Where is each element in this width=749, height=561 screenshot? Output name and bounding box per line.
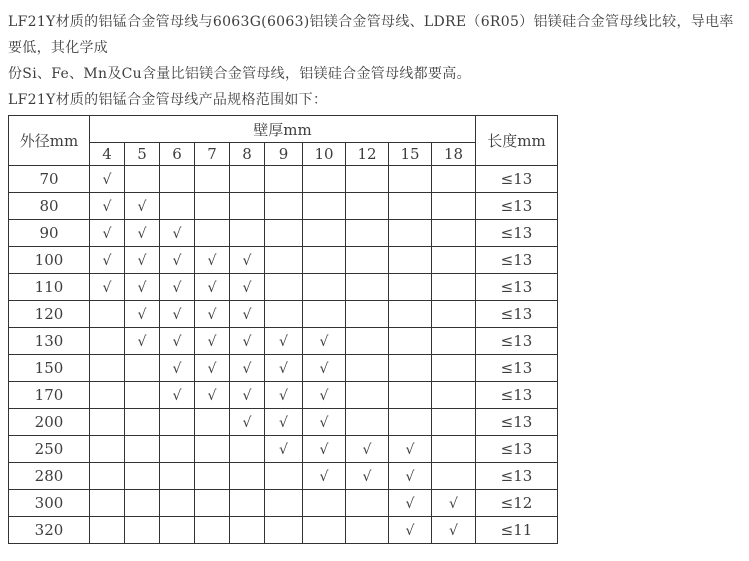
outer-diameter-header: 外径mm [9, 116, 90, 166]
thickness-value-header: 15 [389, 143, 432, 166]
length-cell: ≤11 [476, 517, 558, 544]
thickness-check-cell [90, 274, 125, 301]
thickness-check-cell [125, 220, 160, 247]
thickness-check-cell [303, 382, 346, 409]
thickness-empty-cell [125, 490, 160, 517]
thickness-check-cell [125, 193, 160, 220]
thickness-check-cell [265, 409, 303, 436]
thickness-empty-cell [303, 247, 346, 274]
thickness-empty-cell [195, 463, 230, 490]
thickness-empty-cell [125, 382, 160, 409]
thickness-empty-cell [389, 355, 432, 382]
check-mark: √ [207, 253, 217, 269]
check-mark: √ [207, 280, 217, 296]
thickness-empty-cell [346, 247, 389, 274]
thickness-value-header: 12 [346, 143, 389, 166]
check-mark: √ [279, 334, 288, 350]
spec-row [9, 355, 558, 382]
spec-row [9, 301, 558, 328]
spec-row [9, 166, 558, 193]
length-cell: ≤13 [476, 409, 558, 436]
thickness-empty-cell [160, 490, 195, 517]
check-mark: √ [405, 523, 415, 539]
outer-diameter-cell: 110 [9, 274, 90, 301]
thickness-empty-cell [346, 382, 389, 409]
length-cell: ≤13 [476, 355, 558, 382]
check-mark: √ [137, 253, 147, 269]
thickness-empty-cell [432, 328, 476, 355]
thickness-empty-cell [265, 166, 303, 193]
thickness-check-cell [432, 517, 476, 544]
thickness-empty-cell [125, 355, 160, 382]
thickness-check-cell [160, 355, 195, 382]
thickness-empty-cell [432, 436, 476, 463]
thickness-empty-cell [195, 193, 230, 220]
thickness-check-cell [265, 355, 303, 382]
spec-row [9, 193, 558, 220]
thickness-check-cell [230, 409, 265, 436]
outer-diameter-cell: 90 [9, 220, 90, 247]
thickness-empty-cell [389, 166, 432, 193]
thickness-values-row [9, 143, 558, 166]
thickness-empty-cell [230, 220, 265, 247]
length-cell: ≤13 [476, 382, 558, 409]
spec-intro-line: LF21Y材质的铝锰合金管母线产品规格范围如下： [8, 92, 328, 108]
thickness-check-cell [389, 517, 432, 544]
thickness-empty-cell [160, 193, 195, 220]
thickness-check-cell [346, 463, 389, 490]
thickness-empty-cell [389, 301, 432, 328]
thickness-empty-cell [195, 490, 230, 517]
thickness-empty-cell [90, 355, 125, 382]
thickness-check-cell [90, 247, 125, 274]
thickness-empty-cell [160, 409, 195, 436]
check-mark: √ [319, 388, 329, 404]
thickness-empty-cell [346, 490, 389, 517]
length-cell: ≤13 [476, 193, 558, 220]
outer-diameter-cell: 100 [9, 247, 90, 274]
thickness-empty-cell [346, 301, 389, 328]
check-mark: √ [449, 496, 458, 512]
thickness-empty-cell [303, 301, 346, 328]
check-mark: √ [242, 415, 252, 431]
thickness-check-cell [90, 166, 125, 193]
thickness-check-cell [230, 301, 265, 328]
thickness-check-cell [432, 490, 476, 517]
thickness-empty-cell [160, 517, 195, 544]
check-mark: √ [172, 226, 182, 242]
thickness-check-cell [160, 247, 195, 274]
thickness-empty-cell [160, 463, 195, 490]
thickness-value-header: 6 [160, 143, 195, 166]
thickness-empty-cell [346, 328, 389, 355]
check-mark: √ [279, 415, 288, 431]
check-mark: √ [242, 334, 252, 350]
thickness-empty-cell [432, 220, 476, 247]
thickness-empty-cell [160, 166, 195, 193]
check-mark: √ [102, 253, 112, 269]
thickness-empty-cell [346, 166, 389, 193]
length-cell: ≤13 [476, 463, 558, 490]
spec-row [9, 247, 558, 274]
intro-line-1: LF21Y材质的铝锰合金管母线与6063G(6063)铝镁合金管母线、LDRE（6R05）铝镁硅合金管母线比较，导电率要低，其化学成 [8, 14, 734, 56]
thickness-empty-cell [265, 490, 303, 517]
length-cell: ≤13 [476, 328, 558, 355]
thickness-empty-cell [90, 517, 125, 544]
thickness-empty-cell [303, 274, 346, 301]
thickness-check-cell [195, 355, 230, 382]
thickness-empty-cell [125, 436, 160, 463]
thickness-empty-cell [346, 220, 389, 247]
thickness-check-cell [125, 328, 160, 355]
thickness-empty-cell [389, 274, 432, 301]
check-mark: √ [137, 280, 147, 296]
thickness-empty-cell [90, 382, 125, 409]
thickness-empty-cell [195, 517, 230, 544]
thickness-empty-cell [90, 409, 125, 436]
length-cell: ≤13 [476, 436, 558, 463]
spec-row [9, 490, 558, 517]
thickness-check-cell [303, 463, 346, 490]
check-mark: √ [319, 442, 329, 458]
thickness-check-cell [160, 328, 195, 355]
thickness-check-cell [303, 409, 346, 436]
thickness-empty-cell [303, 166, 346, 193]
check-mark: √ [207, 307, 217, 323]
thickness-check-cell [230, 247, 265, 274]
spec-row [9, 220, 558, 247]
thickness-empty-cell [265, 220, 303, 247]
thickness-check-cell [346, 436, 389, 463]
outer-diameter-cell: 120 [9, 301, 90, 328]
thickness-empty-cell [432, 193, 476, 220]
thickness-check-cell [160, 274, 195, 301]
thickness-empty-cell [195, 436, 230, 463]
thickness-check-cell [195, 274, 230, 301]
thickness-empty-cell [265, 301, 303, 328]
length-cell: ≤13 [476, 247, 558, 274]
wall-thickness-header: 壁厚mm [90, 116, 476, 143]
length-cell: ≤13 [476, 274, 558, 301]
thickness-value-header: 4 [90, 143, 125, 166]
thickness-empty-cell [90, 328, 125, 355]
thickness-empty-cell [265, 274, 303, 301]
outer-diameter-cell: 250 [9, 436, 90, 463]
check-mark: √ [362, 469, 372, 485]
thickness-check-cell [303, 436, 346, 463]
check-mark: √ [405, 442, 415, 458]
thickness-empty-cell [432, 355, 476, 382]
thickness-empty-cell [265, 517, 303, 544]
thickness-check-cell [195, 247, 230, 274]
check-mark: √ [405, 496, 415, 512]
length-cell: ≤13 [476, 220, 558, 247]
check-mark: √ [279, 388, 288, 404]
outer-diameter-cell: 130 [9, 328, 90, 355]
check-mark: √ [172, 253, 182, 269]
thickness-empty-cell [346, 193, 389, 220]
check-mark: √ [319, 469, 329, 485]
thickness-check-cell [265, 382, 303, 409]
outer-diameter-cell: 170 [9, 382, 90, 409]
thickness-empty-cell [125, 166, 160, 193]
check-mark: √ [319, 334, 329, 350]
thickness-check-cell [195, 301, 230, 328]
thickness-empty-cell [230, 436, 265, 463]
intro-line-2: 份Si、Fe、Mn及Cu含量比铝镁合金管母线，铝镁硅合金管母线都要高。 [8, 66, 471, 82]
check-mark: √ [137, 226, 147, 242]
thickness-empty-cell [195, 409, 230, 436]
thickness-value-header: 7 [195, 143, 230, 166]
check-mark: √ [279, 361, 288, 377]
thickness-check-cell [389, 490, 432, 517]
length-cell: ≤12 [476, 490, 558, 517]
outer-diameter-cell: 150 [9, 355, 90, 382]
thickness-check-cell [90, 193, 125, 220]
thickness-empty-cell [265, 463, 303, 490]
thickness-empty-cell [432, 166, 476, 193]
intro-paragraph [8, 9, 743, 87]
thickness-empty-cell [432, 247, 476, 274]
thickness-empty-cell [230, 517, 265, 544]
thickness-empty-cell [346, 355, 389, 382]
thickness-empty-cell [432, 301, 476, 328]
thickness-empty-cell [346, 517, 389, 544]
check-mark: √ [405, 469, 415, 485]
thickness-empty-cell [90, 436, 125, 463]
thickness-value-header: 8 [230, 143, 265, 166]
thickness-empty-cell [432, 409, 476, 436]
thickness-empty-cell [346, 274, 389, 301]
check-mark: √ [242, 307, 252, 323]
outer-diameter-cell: 200 [9, 409, 90, 436]
thickness-empty-cell [160, 436, 195, 463]
length-cell: ≤13 [476, 166, 558, 193]
check-mark: √ [137, 307, 147, 323]
thickness-check-cell [125, 247, 160, 274]
check-mark: √ [102, 172, 112, 188]
thickness-empty-cell [265, 247, 303, 274]
thickness-check-cell [125, 274, 160, 301]
length-header: 长度mm [476, 116, 558, 166]
thickness-check-cell [195, 328, 230, 355]
outer-diameter-cell: 280 [9, 463, 90, 490]
thickness-empty-cell [303, 220, 346, 247]
check-mark: √ [207, 334, 217, 350]
check-mark: √ [102, 199, 112, 215]
thickness-empty-cell [125, 517, 160, 544]
check-mark: √ [172, 307, 182, 323]
check-mark: √ [172, 361, 182, 377]
thickness-check-cell [230, 328, 265, 355]
outer-diameter-cell: 320 [9, 517, 90, 544]
check-mark: √ [242, 253, 252, 269]
check-mark: √ [207, 388, 217, 404]
table-header-row [9, 116, 558, 143]
thickness-empty-cell [195, 220, 230, 247]
thickness-empty-cell [389, 247, 432, 274]
spec-table [8, 115, 558, 544]
thickness-check-cell [160, 301, 195, 328]
thickness-check-cell [160, 220, 195, 247]
thickness-check-cell [303, 355, 346, 382]
check-mark: √ [319, 361, 329, 377]
spec-table-body [9, 166, 558, 544]
thickness-check-cell [160, 382, 195, 409]
spec-row [9, 328, 558, 355]
thickness-empty-cell [90, 301, 125, 328]
thickness-check-cell [389, 463, 432, 490]
thickness-empty-cell [389, 382, 432, 409]
thickness-empty-cell [125, 463, 160, 490]
thickness-empty-cell [432, 463, 476, 490]
thickness-check-cell [125, 301, 160, 328]
thickness-empty-cell [230, 463, 265, 490]
check-mark: √ [207, 361, 217, 377]
check-mark: √ [279, 442, 288, 458]
check-mark: √ [102, 280, 112, 296]
check-mark: √ [242, 280, 252, 296]
thickness-empty-cell [432, 274, 476, 301]
spec-row [9, 274, 558, 301]
thickness-empty-cell [303, 517, 346, 544]
thickness-empty-cell [389, 220, 432, 247]
thickness-empty-cell [125, 409, 160, 436]
thickness-empty-cell [90, 490, 125, 517]
thickness-check-cell [303, 328, 346, 355]
thickness-value-header: 18 [432, 143, 476, 166]
thickness-empty-cell [303, 490, 346, 517]
spec-row [9, 517, 558, 544]
spec-row [9, 463, 558, 490]
check-mark: √ [362, 442, 372, 458]
check-mark: √ [137, 334, 147, 350]
thickness-check-cell [230, 274, 265, 301]
thickness-empty-cell [303, 193, 346, 220]
thickness-check-cell [230, 355, 265, 382]
thickness-check-cell [389, 436, 432, 463]
thickness-empty-cell [389, 409, 432, 436]
thickness-check-cell [195, 382, 230, 409]
outer-diameter-cell: 300 [9, 490, 90, 517]
spec-row [9, 436, 558, 463]
thickness-check-cell [230, 382, 265, 409]
thickness-empty-cell [346, 409, 389, 436]
spec-row [9, 382, 558, 409]
outer-diameter-cell: 80 [9, 193, 90, 220]
thickness-empty-cell [432, 382, 476, 409]
outer-diameter-cell: 70 [9, 166, 90, 193]
check-mark: √ [319, 415, 329, 431]
length-cell: ≤13 [476, 301, 558, 328]
check-mark: √ [449, 523, 458, 539]
thickness-empty-cell [389, 193, 432, 220]
thickness-check-cell [265, 436, 303, 463]
thickness-empty-cell [265, 193, 303, 220]
check-mark: √ [172, 280, 182, 296]
thickness-empty-cell [195, 166, 230, 193]
thickness-empty-cell [230, 490, 265, 517]
thickness-empty-cell [389, 328, 432, 355]
thickness-check-cell [90, 220, 125, 247]
thickness-value-header: 5 [125, 143, 160, 166]
thickness-empty-cell [90, 463, 125, 490]
thickness-value-header: 9 [265, 143, 303, 166]
check-mark: √ [137, 199, 147, 215]
thickness-empty-cell [230, 166, 265, 193]
spec-row [9, 409, 558, 436]
check-mark: √ [242, 361, 252, 377]
thickness-empty-cell [230, 193, 265, 220]
check-mark: √ [172, 334, 182, 350]
check-mark: √ [102, 226, 112, 242]
thickness-value-header: 10 [303, 143, 346, 166]
thickness-check-cell [265, 328, 303, 355]
check-mark: √ [242, 388, 252, 404]
check-mark: √ [172, 388, 182, 404]
